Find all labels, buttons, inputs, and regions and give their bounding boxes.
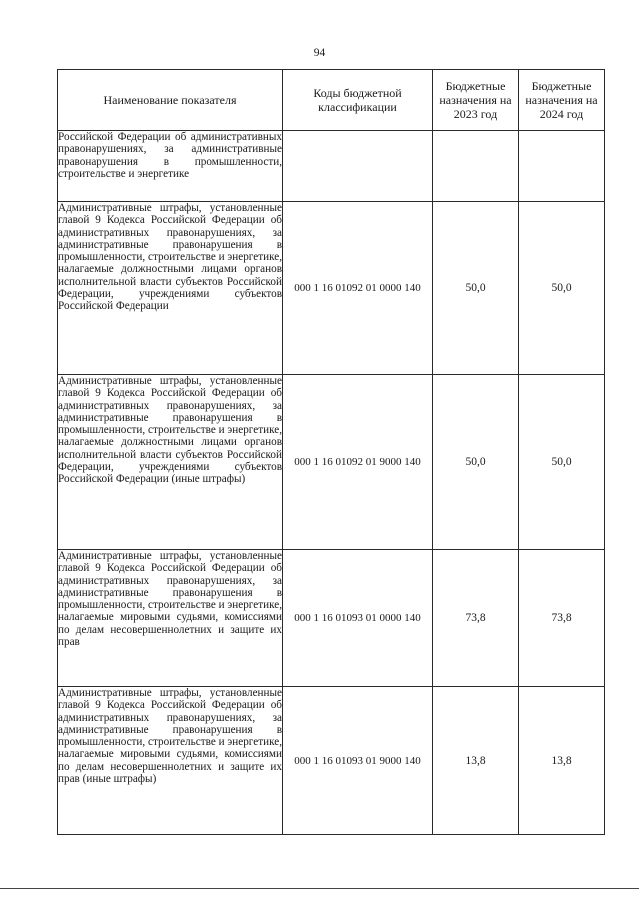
table-row xyxy=(58,131,605,202)
indicator-name: Административные штрафы, установленные главой 9 Кодекса Российской Федерации об административных правонарушениях, за административные правонарушения в промышленности, строительстве и энергетике, налагаемые мировыми судьями, комиссиями по делам несовершеннолетних и защите их прав (иные штрафы) xyxy=(58,687,283,835)
value-2023: 50,0 xyxy=(433,202,519,375)
budget-code: 000 1 16 01093 01 9000 140 xyxy=(283,687,433,835)
budget-code: 000 1 16 01092 01 9000 140 xyxy=(283,375,433,550)
table-row xyxy=(58,550,605,687)
indicator-name: Административные штрафы, установленные главой 9 Кодекса Российской Федерации об административных правонарушениях, за административные правонарушения в промышленности, строительстве и энергетике, налагаемые мировыми судьями, комиссиями по делам несовершеннолетних и защите их прав xyxy=(58,550,283,687)
header-indicator-name: Наименование показателя xyxy=(58,70,283,131)
value-2023: 50,0 xyxy=(433,375,519,550)
header-row xyxy=(58,70,605,131)
value-2023: 13,8 xyxy=(433,687,519,835)
budget-code: 000 1 16 01092 01 0000 140 xyxy=(283,202,433,375)
value-2024: 50,0 xyxy=(519,202,605,375)
budget-code xyxy=(283,131,433,202)
value-2024: 73,8 xyxy=(519,550,605,687)
indicator-name: Административные штрафы, установленные главой 9 Кодекса Российской Федерации об административных правонарушениях, за административные правонарушения в промышленности, строительстве и энергетике, налагаемые должностными лицами органов исполнительной власти субъектов Российской Федерации, учреждениями субъектов Российской Федерации (иные штрафы) xyxy=(58,375,283,550)
value-2024: 13,8 xyxy=(519,687,605,835)
table-row xyxy=(58,375,605,550)
value-2024 xyxy=(519,131,605,202)
indicator-name: Административные штрафы, установленные главой 9 Кодекса Российской Федерации об административных правонарушениях, за административные правонарушения в промышленности, строительстве и энергетике, налагаемые должностными лицами органов исполнительной власти субъектов Российской Федерации, учреждениями субъектов Российской Федерации xyxy=(58,202,283,375)
budget-table xyxy=(57,69,605,835)
page-number: 94 xyxy=(313,47,326,59)
header-budget-codes: Коды бюджетной классификации xyxy=(283,70,433,131)
value-2023 xyxy=(433,131,519,202)
indicator-name: Российской Федерации об административных правонарушениях, за административные правонарушения в промышленности, строительстве и энергетике xyxy=(58,131,283,202)
header-budget-2024: Бюджетные назначения на 2024 год xyxy=(519,70,605,131)
page-bottom-rule xyxy=(0,888,639,889)
table-row xyxy=(58,687,605,835)
table-row xyxy=(58,202,605,375)
budget-code: 000 1 16 01093 01 0000 140 xyxy=(283,550,433,687)
value-2023: 73,8 xyxy=(433,550,519,687)
header-budget-2023: Бюджетные назначения на 2023 год xyxy=(433,70,519,131)
value-2024: 50,0 xyxy=(519,375,605,550)
